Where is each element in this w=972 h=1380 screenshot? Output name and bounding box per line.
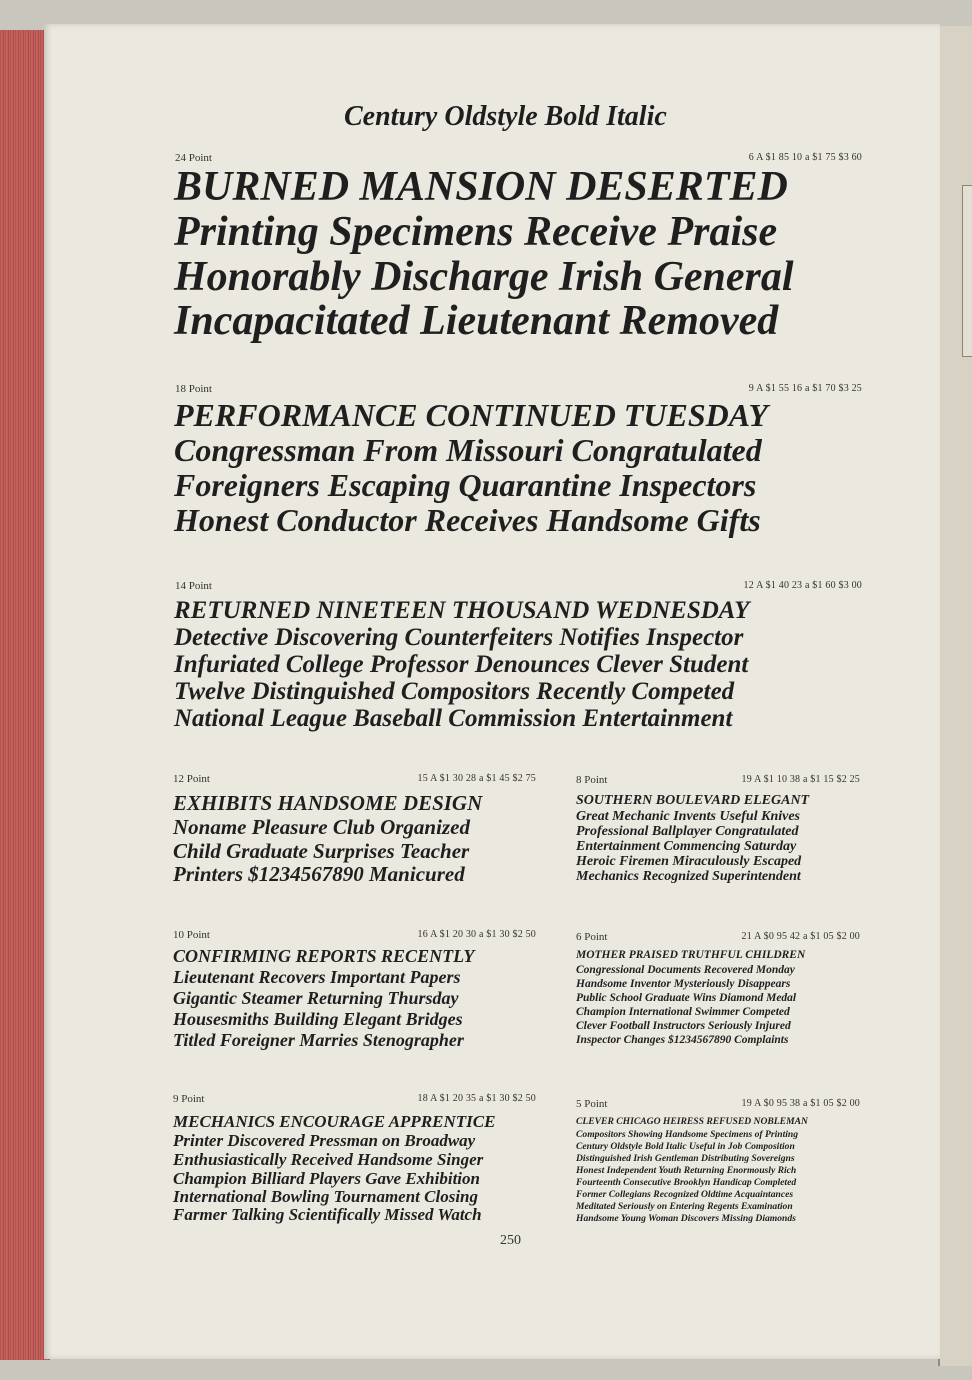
price-label: 19 A $0 95 38 a $1 05 $2 00 [741,1098,860,1109]
specimen-line: Farmer Talking Scientifically Missed Watch [173,1205,482,1224]
specimen-line: Clever Football Instructors Seriously Injured [576,1020,791,1032]
price-label: 9 A $1 55 16 a $1 70 $3 25 [748,383,862,394]
specimen-line: Honest Independent Youth Returning Enormously Rich [576,1165,797,1176]
specimen-line: PERFORMANCE CONTINUED TUESDAY [174,397,768,433]
specimen-line: Incapacitated Lieutenant Removed [174,298,779,344]
specimen-line: Mechanics Recognized Superintendent [576,869,801,884]
specimen-line: MOTHER PRAISED TRUTHFUL CHILDREN [576,949,806,961]
specimen-line: EXHIBITS HANDSOME DESIGN [173,791,483,815]
specimen-line: Century Oldstyle Bold Italic Useful in Job Composition [576,1141,795,1152]
specimen-line: Inspector Changes $1234567890 Complaints [576,1034,789,1046]
page-number: 250 [500,1233,521,1248]
specimen-line: Heroic Firemen Miraculously Escaped [576,854,802,869]
specimen-line: Congressional Documents Recovered Monday [576,964,795,976]
price-label: 12 A $1 40 23 a $1 60 $3 00 [743,580,862,591]
specimen-line: Titled Foreigner Marries Stenographer [173,1030,464,1050]
specimen-line: CONFIRMING REPORTS RECENTLY [173,946,475,966]
price-label: 18 A $1 20 35 a $1 30 $2 50 [417,1093,536,1104]
specimen-line: Printers $1234567890 Manicured [173,862,465,886]
specimen-line: CLEVER CHICAGO HEIRESS REFUSED NOBLEMAN [576,1116,808,1127]
specimen-line: Housesmiths Building Elegant Bridges [173,1009,463,1029]
point-size-label: 12 Point [173,773,210,785]
specimen-line: Gigantic Steamer Returning Thursday [173,988,459,1008]
specimen-line: Printer Discovered Pressman on Broadway [173,1131,476,1150]
specimen-line: Handsome Inventor Mysteriously Disappears [576,978,791,990]
specimen-line: Great Mechanic Invents Useful Knives [576,809,800,824]
specimen-line: Twelve Distinguished Compositors Recently Competed [174,678,735,705]
point-size-label: 10 Point [173,929,210,941]
specimen-line: Champion International Swimmer Competed [576,1006,790,1018]
specimen-line: MECHANICS ENCOURAGE APPRENTICE [173,1112,496,1131]
specimen-line: Fourteenth Consecutive Brooklyn Handicap Completed [576,1177,797,1188]
point-size-label: 5 Point [576,1098,608,1110]
point-size-label: 14 Point [175,580,212,592]
price-label: 6 A $1 85 10 a $1 75 $3 60 [748,152,862,163]
specimen-line: BURNED MANSION DESERTED [174,164,788,210]
specimen-line: Champion Billiard Players Gave Exhibition [173,1169,480,1188]
point-size-label: 24 Point [175,152,212,164]
specimen-line: Professional Ballplayer Congratulated [576,824,799,839]
price-label: 15 A $1 30 28 a $1 45 $2 75 [417,773,536,784]
point-size-label: 18 Point [175,383,212,395]
price-label: 19 A $1 10 38 a $1 15 $2 25 [741,774,860,785]
specimen-line: Child Graduate Surprises Teacher [173,839,470,863]
specimen-line: National League Baseball Commission Entertainment [174,705,733,732]
specimen-line: Meditated Seriously on Entering Regents Examination [576,1201,793,1212]
specimen-line: Detective Discovering Counterfeiters Notifies Inspector [174,624,744,651]
point-size-label: 9 Point [173,1093,205,1105]
specimen-line: Lieutenant Recovers Important Papers [173,967,461,987]
specimen-line: Honest Conductor Receives Handsome Gifts [174,502,761,538]
specimen-line: Handsome Young Woman Discovers Missing Diamonds [576,1213,796,1224]
book-page-edges [0,30,50,1360]
specimen-line: Congressman From Missouri Congratulated [174,432,762,468]
specimen-line: Foreigners Escaping Quarantine Inspectors [174,467,757,503]
specimen-line: Printing Specimens Receive Praise [174,209,778,255]
specimen-line: Honorably Discharge Irish General [174,254,794,300]
specimen-line: Infuriated College Professor Denounces Clever Student [174,651,749,678]
specimen-line: Enthusiastically Received Handsome Singer [173,1150,484,1169]
specimen-line: International Bowling Tournament Closing [173,1187,479,1206]
specimen-line: Compositors Showing Handsome Specimens of Printing [576,1129,799,1140]
specimen-line: SOUTHERN BOULEVARD ELEGANT [576,793,810,808]
specimen-line: Former Collegians Recognized Oldtime Acquaintances [576,1189,794,1200]
specimen-line: RETURNED NINETEEN THOUSAND WEDNESDAY [174,597,750,624]
specimen-line: Distinguished Irish Gentleman Distributing Sovereigns [576,1153,795,1164]
price-label: 21 A $0 95 42 a $1 05 $2 00 [741,931,860,942]
point-size-label: 6 Point [576,931,608,943]
specimen-line: Entertainment Commencing Saturday [576,839,797,854]
page-tab [962,185,972,357]
page-title: Century Oldstyle Bold Italic [344,101,667,132]
specimen-line: Public School Graduate Wins Diamond Medal [576,992,797,1004]
point-size-label: 8 Point [576,774,608,786]
specimen-line: Noname Pleasure Club Organized [173,815,470,839]
price-label: 16 A $1 20 30 a $1 30 $2 50 [417,929,536,940]
